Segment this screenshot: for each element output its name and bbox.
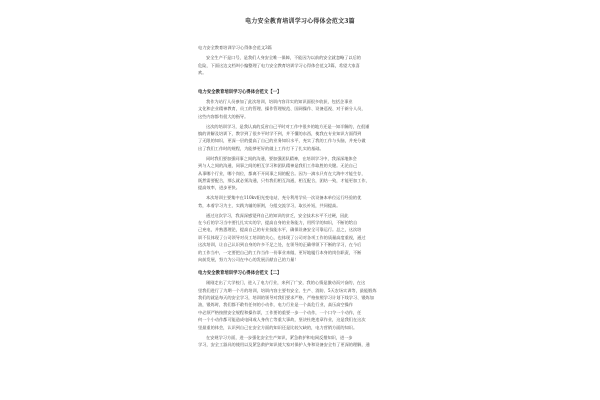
document-page <box>188 0 412 400</box>
paragraph-line: 慎的讲解及培训下，教学到了很多平时学不到，并不懂的东西，使我在专业知识方面得到 <box>198 131 362 137</box>
section-heading: 电力安全教育培训学习心得体会范文【二】 <box>198 270 282 276</box>
intro-line: 安全生产不是口号，是我们人身安全唯一保障，不能因为以前的安全就忽略了以后的 <box>206 55 361 61</box>
paragraph-line: 中必须严格按照安全规程和操作票，工作要的重要一步一个动作，一个口令一个动作，任 <box>198 309 362 315</box>
paragraph-line: 里我们进行了为期一个月的培训，培训内容主要有安全、生产、消防、5天农场实训等，最能锻炼 <box>198 287 377 293</box>
paragraph-line: 学习，安全工器具的使用以及紧急救护知识使大家对保护人身和设备安全有了更深的理解，通 <box>198 341 370 347</box>
section-heading: 电力安全教育培训学习心得体会范文【一】 <box>198 89 282 95</box>
paragraph-line: 从事哪个行业，哪个岗位，都离不开同事之间的配合。因为一滴水只有在大海中才能生存， <box>198 170 366 176</box>
paragraph-line: 了无限的知识，更深一层的提高了自己的业务知识水平，充实了我的工作与头脑，并充分做 <box>198 138 366 144</box>
paragraph-line: 到与人之间的沟通，同事之间的相互学习和团队精神是我们工作取胜的关键。无论自己 <box>198 163 358 169</box>
paragraph-line: 这些内容都有很大的指导。 <box>198 113 249 119</box>
paragraph-line: 这次的培训学习，是我认真的反省自己平时对工作中很多的地方还是一知半解的，在很谨 <box>206 123 370 129</box>
document-title: 电力安全教育培训学习心得体会范文3篇 <box>245 18 355 25</box>
paragraph-line: 向前发展，努力为公司在中心的发展贡献自己的力量！ <box>198 256 299 262</box>
intro-line: 欢。 <box>198 70 207 76</box>
intro-line: 危险，下面这边文档叫小编整理了电力安全教育培训学习心得体会范文3篇，希望大家喜 <box>198 62 360 68</box>
paragraph-line: 我们的就是每天的安全学习，培训的领导对我们要求严格，严格按照学习计划下线学习、锻炼加 <box>198 295 374 301</box>
paragraph-line: 里最重的体会，认识到自己在安全方面的知识还是比较欠缺的，电力营销方面的知识。 <box>198 324 358 330</box>
paragraph-line: 通过这次学习，我深深感觉到自己的知识的贫乏，安全技术水平不过硬，因此 <box>206 212 349 218</box>
paragraph-line: 本次培训主要集中在110kv阳光变电站，充分利用学员一次设备本单位运行经验的优 <box>206 195 362 201</box>
paragraph-line: 在今后的学习当中要扎扎实实的学，提高自身的业务能力，用所学的知识，不断的给自 <box>198 219 358 225</box>
paragraph-line: 油，锻炼时，我们都不敢有任何的小动作，电力行业是一个高危行业，高压高空操作 <box>198 302 353 308</box>
paragraph-line: 何一个小动作都可能造成电网或人身伤亡等重大事故，坚决杜绝违章作业，这是我们在这次 <box>198 317 366 323</box>
paragraph-line: 训不仅体现了公司领导对员工培训的关心，也体现了公司对各项工作的质量高度重视，通过 <box>198 234 366 240</box>
paragraph-line: 同时我们要加强同事之间的沟通，要加强团队精神，在培训学习中，我深深地体会 <box>206 155 357 161</box>
paragraph-line: 在安规学习方面，进一步强化安全生产知识，紧急救护和电网反措知识，进一步 <box>206 334 353 340</box>
paragraph-line: 刚刚走出了大学校门，进入了电力行业，来到了广安，我的心情是激动而兴奋的，在这 <box>206 280 366 286</box>
paragraph-line: 既然需要配合，那么就必须沟通，只有我们相互沟通，相互配合，团结一致，才能更加工作， <box>198 177 370 183</box>
paragraph-line: 文化和企业精神教育，员工的管理、操作管理规范、国网操作、设备巡视、对于新分人员， <box>198 106 366 112</box>
paragraph-line: 这次培训，让自己认识到自身的许多不足之处，在领导的正确带领下不断的学习，在今后 <box>198 242 362 248</box>
paragraph-line: 己充电，并熟悉理论，提高自己的专业技能水平，确保设备安全可靠运行。总之，这次培 <box>198 227 362 233</box>
paragraph-line: 势，本着学习为主、实践为辅的原则，分组交流学习，取长补短，共同提高。 <box>198 202 341 208</box>
paragraph-line: 提高效率，进步更快。 <box>198 185 240 191</box>
paragraph-line: 我作为站行人员参加了此次培训，培训内容详实的知识面很多收获，包括企事业 <box>206 99 353 104</box>
paragraph-line: 出了我们工作时的规程，为能够更好的做上工作打下了扎实的基础。 <box>198 145 324 151</box>
paragraph-line: 的工作当中，一定要把自己的工作当作一份事业来做，更好地履行本身的岗位职责，不断 <box>198 249 362 255</box>
intro-title: 电力安全教育培训学习心得体会范文3篇 <box>198 45 272 50</box>
